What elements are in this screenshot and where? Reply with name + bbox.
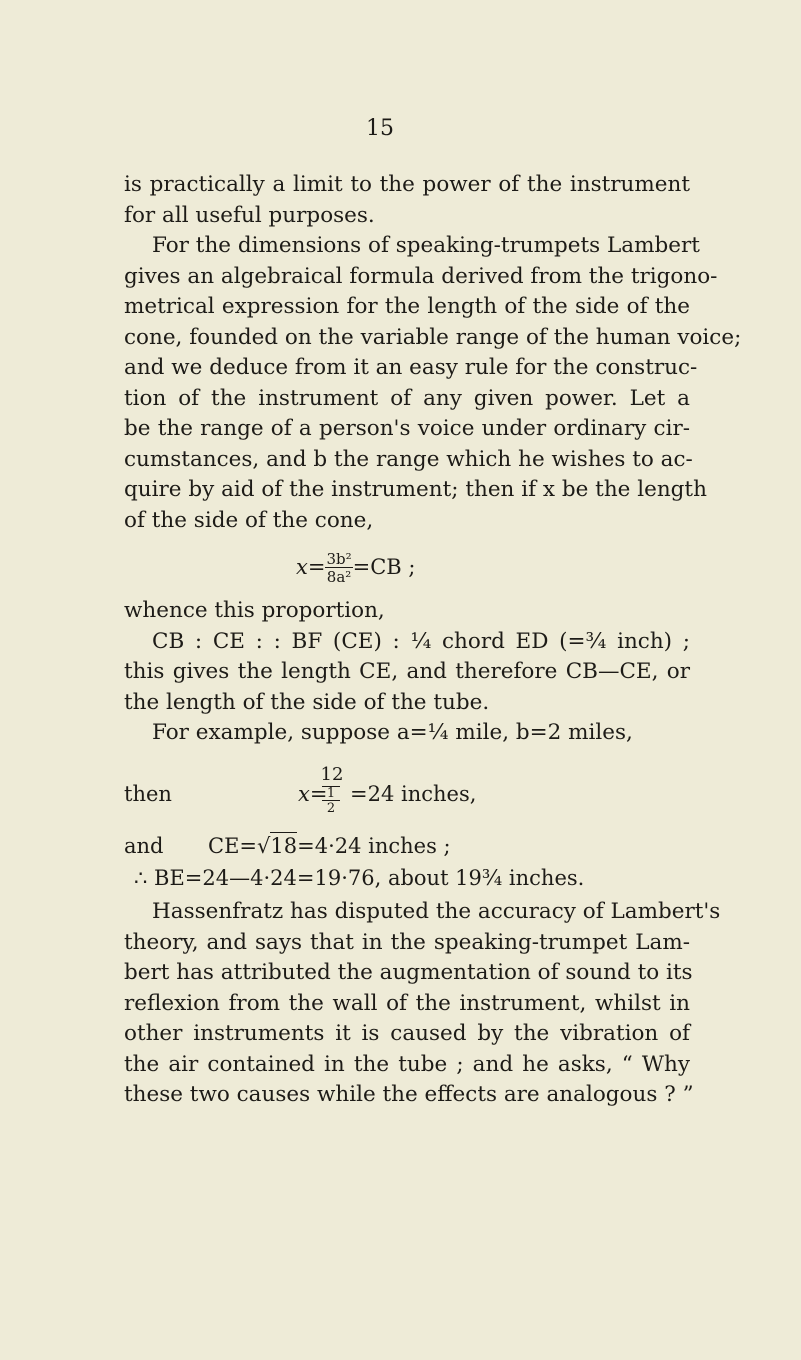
text-line: the length of the side of the tube. (124, 689, 490, 715)
text-line: for all useful purposes. (124, 202, 375, 228)
fraction-inner: 1 (322, 786, 340, 801)
text-line: of the side of the cone, (124, 507, 374, 533)
text-line: metrical expression for the length of the side of the (124, 294, 690, 319)
fraction-numerator: 12 (320, 764, 344, 785)
formula-expr: CE=√ (208, 834, 271, 858)
paragraph-hassenfratz (124, 897, 721, 1111)
text-line: the air contained in the tube ; and he asks, “ Why (124, 1051, 690, 1077)
page-number: 15 (366, 116, 394, 141)
paragraph-lambert-formula (124, 231, 742, 536)
formula-rhs: =24 inches, (350, 782, 477, 806)
text-line: tion of the instrument of any given power. Let a (124, 385, 690, 411)
text-line: is practically a limit to the power of the instrument (124, 172, 690, 197)
formula-expr: =4·24 inches ; (297, 834, 451, 858)
formula-therefore: ∴ BE=24—4·24=19·76, about 19¾ inches. (134, 866, 585, 890)
text-line: For the dimensions of speaking-trumpets Lambert (152, 233, 700, 258)
fraction-numerator: 3b² (326, 550, 352, 568)
paragraph-proportion (124, 596, 690, 718)
text-line: gives an algebraical formula derived from the trigono- (124, 263, 718, 289)
formula-lhs: x= (298, 782, 328, 806)
text-line: other instruments it is caused by the vibration of (124, 1021, 690, 1046)
text-line: quire by aid of the instrument; then if x be the length (124, 477, 707, 502)
formula-x-equals (296, 552, 415, 585)
fraction-denominator: 8a² (326, 568, 352, 586)
text-line: and we deduce from it an easy rule for the construc- (124, 355, 698, 380)
text-line: be the range of a person's voice under ordinary cir- (124, 416, 690, 441)
text-line: theory, and says that in the speaking-trumpet Lam- (124, 929, 690, 955)
text-line: cumstances, and b the range which he wishes to ac- (124, 446, 693, 472)
text-line: whence this proportion, (124, 598, 385, 623)
formula-and (124, 834, 690, 858)
formula-then (124, 766, 690, 826)
paragraph-example (124, 718, 690, 749)
formula-rhs: =CB ; (352, 555, 416, 579)
fraction (325, 552, 352, 585)
formula-lhs: x= (296, 555, 326, 579)
formula-lead: then (124, 782, 172, 806)
formula-radicand: 18 (270, 834, 298, 858)
text-line: this gives the length CE, and therefore CB—CE, or (124, 659, 690, 684)
text-line: CB : CE : : BF (CE) : ¼ chord ED (=¾ inch) ; (152, 628, 690, 654)
formula-lead: and (124, 834, 164, 858)
text-line: Hassenfratz has disputed the accuracy of Lambert's (152, 899, 721, 924)
fraction-denominator: 2 (326, 801, 336, 816)
text-line: reflexion from the wall of the instrument, whilst in (124, 990, 690, 1016)
text-line: cone, founded on the variable range of the human voice; (124, 324, 742, 350)
text-line: these two causes while the effects are analogous ? ” (124, 1082, 694, 1107)
text-line: For example, suppose a=¼ mile, b=2 miles, (152, 720, 633, 745)
paragraph-intro (124, 170, 690, 231)
text-line: bert has attributed the augmentation of sound to its (124, 960, 693, 985)
